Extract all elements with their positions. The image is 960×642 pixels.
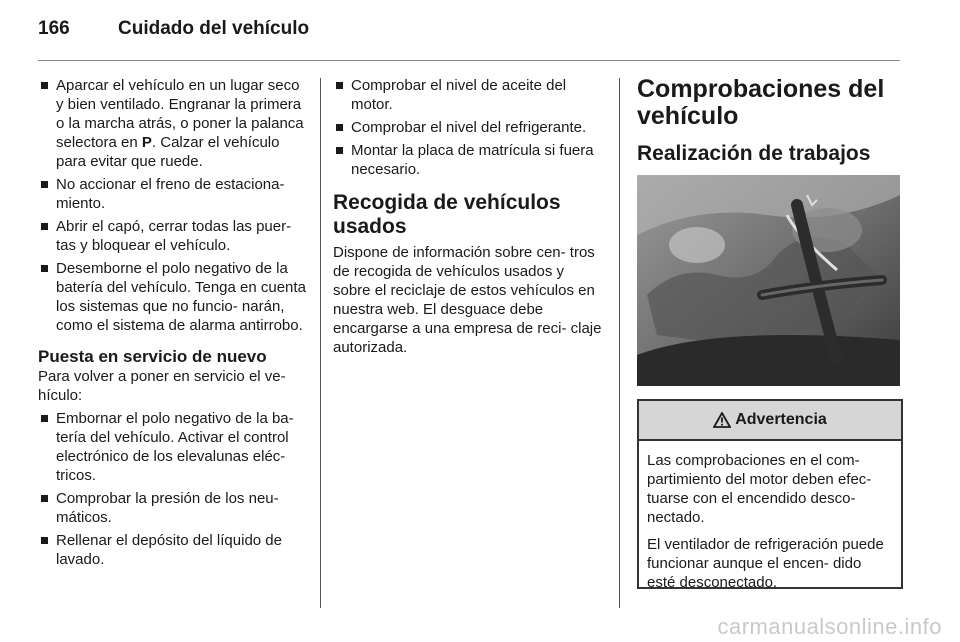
bullet-icon [41,181,48,188]
bullet-icon [41,415,48,422]
list-item: Abrir el capó, cerrar todas las puer- tas y bloquear el vehículo. [38,217,308,255]
warning-paragraph-1: Las comprobaciones en el com- partimiento del motor deben efec- tuarse con el encendido desco- nectado. [647,452,872,526]
watermark: carmanualsonline.info [717,614,942,639]
list-item: Comprobar el nivel de aceite del motor. [333,76,605,114]
list-item: Comprobar la presión de los neu- máticos. [38,489,308,527]
warning-triangle-icon [713,412,731,428]
heading-vehicle-recycling: Recogida de vehículos usados [333,191,561,238]
column-divider-2 [619,78,620,608]
recommissioning-steps-list [38,409,308,569]
list-item: Rellenar el depósito del líquido de lavado. [38,531,308,569]
column-1 [38,76,308,573]
header-rule [38,60,900,61]
subheading-recommissioning: Puesta en servicio de nuevo [38,347,267,366]
bullet-icon [41,495,48,502]
bullet-icon [41,265,48,272]
warning-box [637,399,903,589]
list-item: Desemborne el polo negativo de la batería del vehículo. Tenga en cuenta los sistemas que no funcio- narán, como el sistema de alarma antirrobo. [38,259,308,335]
list-item: No accionar el freno de estaciona- miento. [38,175,308,213]
subheading-performing-work: Realización de trabajos [637,142,871,165]
warning-paragraph-2: El ventilador de refrigeración puede funcionar aunque el encen- dido esté desconectado. [647,536,884,591]
column-3 [637,76,902,170]
list-item: Embornar el polo negativo de la ba- tería del vehículo. Activar el control electrónico de los elevalunas eléc- tricos. [38,409,308,485]
column-2 [333,76,605,361]
recycling-body: Dispone de información sobre cen- tros de recogida de vehículos usados y sobre el reciclaje de estos vehículos en nuestra web. El desguace debe encargarse a una empresa de reci- claje autorizada. [333,244,602,356]
bullet-icon [41,537,48,544]
column-divider-1 [320,78,321,608]
heading-vehicle-checks: Comprobaciones del vehículo [637,75,885,130]
warning-title: Advertencia [735,411,827,428]
page-number: 166 [38,18,70,39]
storage-steps-list [38,76,308,335]
bullet-icon [336,82,343,89]
check-steps-list [333,76,605,179]
bullet-icon [41,82,48,89]
warning-body [639,441,901,592]
page-title: Cuidado del vehículo [118,18,310,39]
bullet-icon [41,223,48,230]
recommissioning-intro: Para volver a poner en servicio el ve- hículo: [38,368,286,404]
list-item: Aparcar el vehículo en un lugar seco y bien ventilado. Engranar la primera o la marcha atrás, o poner la palanca selectora en P. Calzar el vehículo para evitar que ruede. [38,76,308,171]
bullet-icon [336,147,343,154]
warning-header [639,401,901,441]
engine-compartment-photo [637,175,900,386]
list-item: Comprobar el nivel del refrigerante. [333,118,605,137]
bullet-icon [336,124,343,131]
list-item: Montar la placa de matrícula si fuera necesario. [333,141,605,179]
